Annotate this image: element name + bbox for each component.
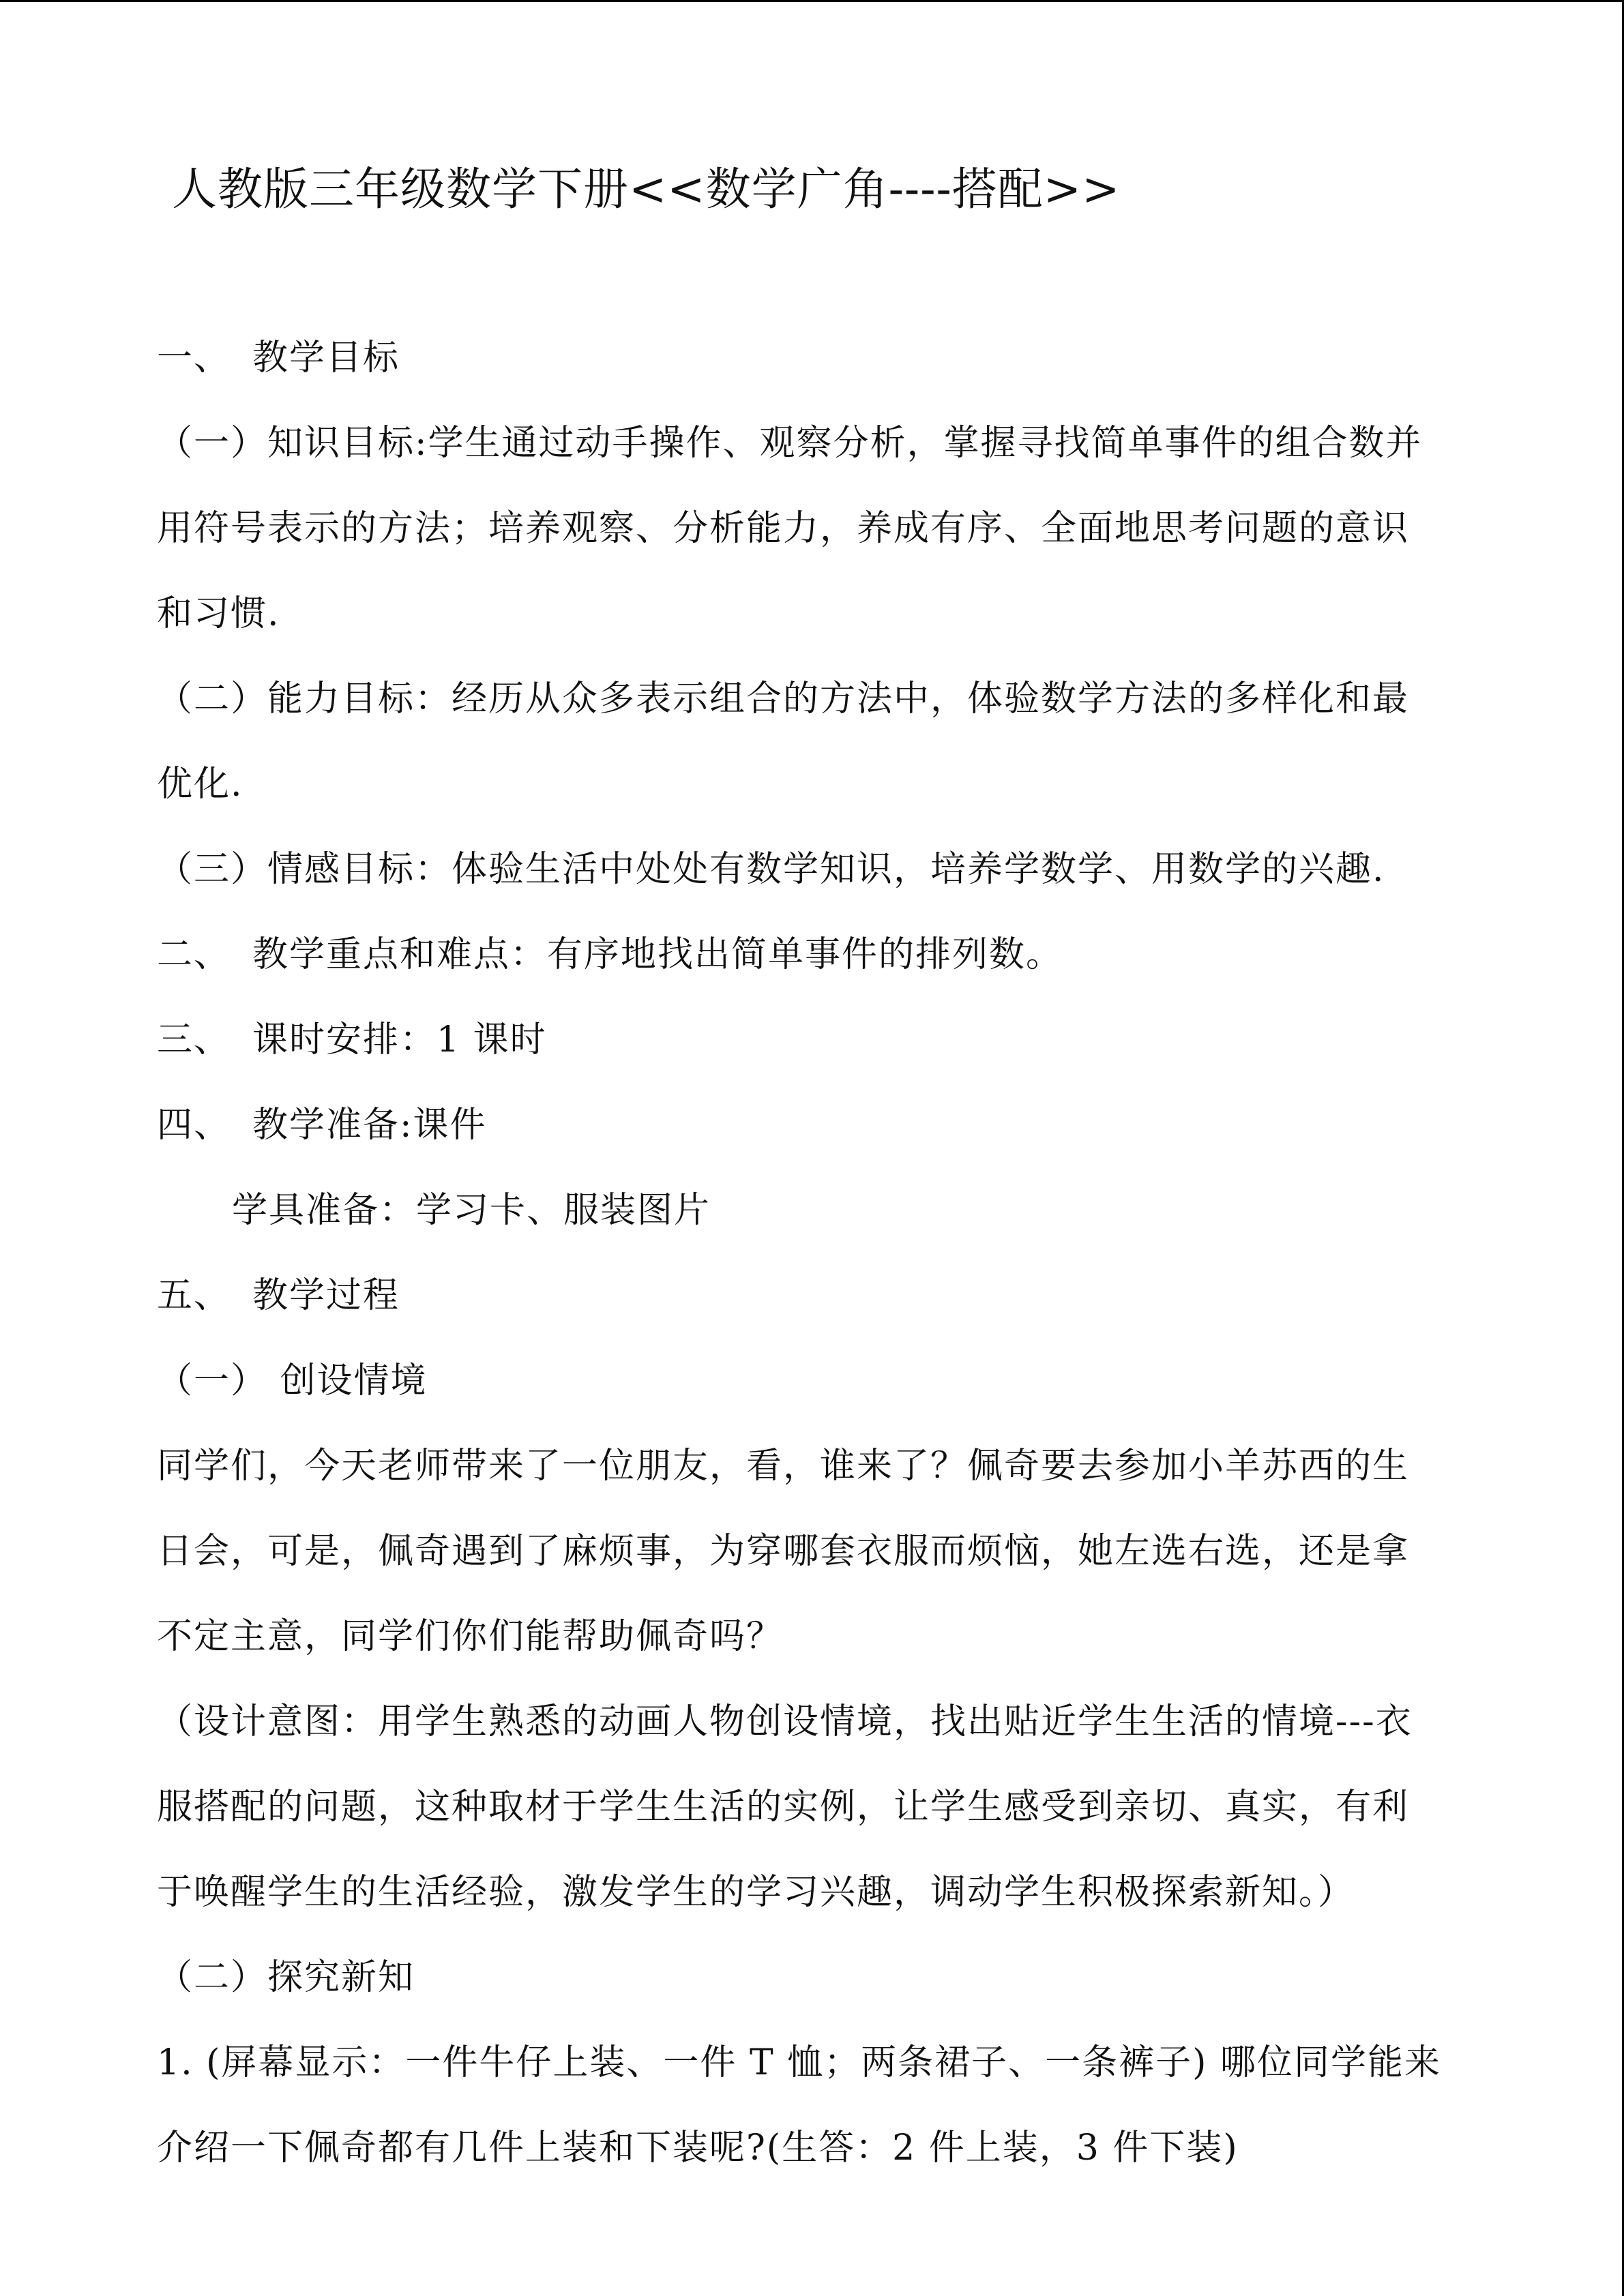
section-heading-key-points — [157, 927, 1063, 982]
section-number: 四、 — [157, 1105, 231, 1146]
goal-knowledge-line-3: 和习惯. — [157, 593, 280, 634]
section-heading-objectives — [157, 331, 400, 385]
process-step-1-heading: （一） 创设情境 — [157, 1360, 428, 1401]
section-text: 教学准备:课件 — [252, 1105, 487, 1146]
section-text: 课时安排：1 课时 — [252, 1019, 547, 1060]
section-text: 教学重点和难点：有序地找出简单事件的排列数。 — [252, 934, 1063, 975]
page-top-border — [0, 0, 1624, 2]
section-number: 二、 — [157, 934, 231, 975]
design-intent-line-1: （设计意图：用学生熟悉的动画人物创设情境，找出贴近学生生活的情境---衣 — [157, 1701, 1413, 1742]
goal-ability-line-1: （二）能力目标：经历从众多表示组合的方法中，体验数学方法的多样化和最 — [157, 679, 1410, 719]
section-heading-schedule — [157, 1013, 547, 1067]
process-step-1-line-3: 不定主意，同学们你们能帮助佩奇吗？ — [157, 1616, 784, 1657]
section-title: 教学目标 — [252, 338, 400, 378]
process-step-2-heading: （二）探究新知 — [157, 1957, 415, 1998]
section-number: 一、 — [157, 338, 231, 378]
section-heading-preparation — [157, 1098, 487, 1152]
section-number: 三、 — [157, 1019, 231, 1060]
document-title: 人教版三年级数学下册<<数学广角----搭配>> — [172, 163, 1121, 215]
goal-ability-line-2: 优化. — [157, 764, 243, 805]
design-intent-line-2: 服搭配的问题，这种取材于学生生活的实例，让学生感受到亲切、真实，有利 — [157, 1787, 1410, 1828]
goal-emotion-line: （三）情感目标：体验生活中处处有数学知识，培养学数学、用数学的兴趣. — [157, 849, 1385, 890]
section-title: 教学过程 — [252, 1275, 400, 1316]
section-heading-process — [157, 1268, 400, 1323]
design-intent-line-3: 于唤醒学生的生活经验，激发学生的学习兴趣，调动学生积极探索新知。） — [157, 1872, 1355, 1913]
section-number: 五、 — [157, 1275, 231, 1316]
process-step-2-line-1: 1. (屏幕显示：一件牛仔上装、一件 T 恤；两条裙子、一条裤子) 哪位同学能来 — [157, 2042, 1441, 2083]
goal-knowledge-line-1: （一）知识目标:学生通过动手操作、观察分析，掌握寻找简单事件的组合数并 — [157, 423, 1423, 464]
process-step-1-line-1: 同学们，今天老师带来了一位朋友，看，谁来了？佩奇要去参加小羊苏西的生 — [157, 1446, 1410, 1487]
preparation-tools-line: 学具准备：学习卡、服装图片 — [232, 1190, 711, 1231]
process-step-2-line-2: 介绍一下佩奇都有几件上装和下装呢?(生答：2 件上装，3 件下装) — [157, 2128, 1239, 2168]
goal-knowledge-line-2: 用符号表示的方法；培养观察、分析能力，养成有序、全面地思考问题的意识 — [157, 508, 1410, 549]
process-step-1-line-2: 日会，可是，佩奇遇到了麻烦事，为穿哪套衣服而烦恼，她左选右选，还是拿 — [157, 1531, 1410, 1572]
